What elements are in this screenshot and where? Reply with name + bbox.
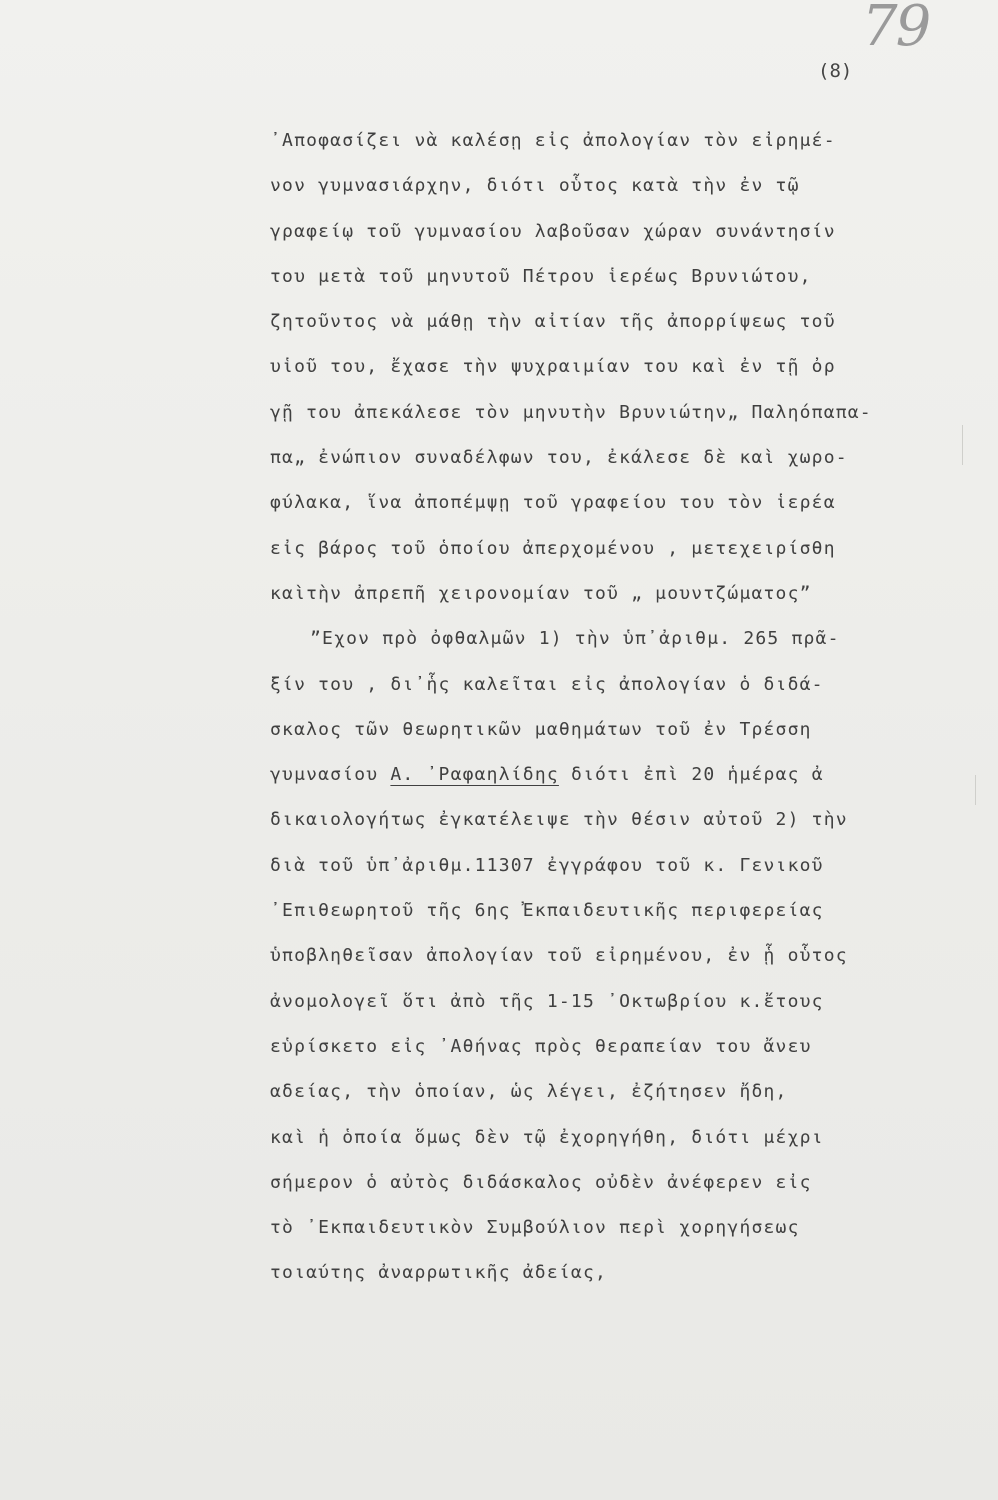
text-line: καὶτὴν ἀπρεπῆ χειρονομίαν τοῦ „ μουντζώματος” — [270, 582, 812, 604]
text-line: ”Εχον πρὸ ὀφθαλμῶν 1) τὴν ὑπ᾽ἀριθμ. 265 πρᾶ- — [310, 628, 840, 650]
text-line: σκαλος τῶν θεωρητικῶν μαθημάτων τοῦ ἐν Τρέσση — [270, 718, 812, 740]
text-line: ᾽Επιθεωρητοῦ τῆς 6ης Ἐκπαιδευτικῆς περιφερείας — [270, 900, 824, 922]
text-line: ξίν του , δι᾽ἧς καλεῖται εἰς ἀπολογίαν ὁ διδά- — [270, 673, 824, 695]
text-line-with-name — [270, 752, 970, 797]
text-line: φύλακα, ἵνα ἀποπέμψῃ τοῦ γραφείου του τὸν ἱερέα — [270, 492, 836, 514]
text-line: ᾽Αποφασίζει νὰ καλέσῃ εἰς ἀπολογίαν τὸν εἰρημέ- — [270, 130, 836, 151]
text-line: γραφείῳ τοῦ γυμνασίου λαβοῦσαν χώραν συνάντησίν — [270, 220, 836, 242]
text-line: γῇ του ἀπεκάλεσε τὸν μηνυτὴν Βρυνιώτην„ Παληόπαπα- — [270, 401, 872, 423]
handwritten-folio-number: 79 — [862, 0, 930, 59]
text-line: διὰ τοῦ ὑπ᾽ἀριθμ.11307 ἐγγράφου τοῦ κ. Γενικοῦ — [270, 854, 824, 876]
text-fragment: διότι ἐπὶ 20 ἡμέρας ἀ — [570, 764, 824, 786]
text-line: ζητοῦντος νὰ μάθῃ τὴν αἰτίαν τῆς ἀπορρίψεως τοῦ — [270, 311, 836, 333]
page-number: (8) — [818, 60, 853, 82]
text-line: εὑρίσκετο εἰς ᾽Αθήνας πρὸς θεραπείαν του ἄνευ — [270, 1035, 812, 1057]
text-line: δικαιολογήτως ἐγκατέλειψε τὴν θέσιν αὐτοῦ 2) τὴν — [270, 809, 848, 831]
text-fragment: γυμνασίου — [270, 764, 379, 786]
text-line: ὑποβληθεῖσαν ἀπολογίαν τοῦ εἰρημένου, ἐν ᾗ οὗτος — [270, 945, 848, 967]
underlined-teacher-name: Α. ᾽Ραφαηλίδης — [390, 764, 559, 786]
text-line: εἰς βάρος τοῦ ὁποίου ἀπερχομένου , μετεχειρίσθη — [270, 537, 836, 559]
text-line: του μετὰ τοῦ μηνυτοῦ Πέτρου ἱερέως Βρυνιώτου, — [270, 265, 812, 287]
text-line: καὶ ἡ ὁποία ὅμως δὲν τῷ ἐχορηγήθη, διότι μέχρι — [270, 1126, 824, 1148]
text-line: αδείας, τὴν ὁποίαν, ὡς λέγει, ἐζήτησεν ἤδη, — [270, 1081, 788, 1103]
text-line: τὸ ᾽Εκπαιδευτικὸν Συμβούλιον περὶ χορηγήσεως — [270, 1217, 800, 1239]
margin-scratch-mark — [975, 775, 976, 805]
text-line: νον γυμνασιάρχην, διότι οὗτος κατὰ τὴν ἐν τῷ — [270, 175, 800, 197]
text-line: ἀνομολογεῖ ὅτι ἀπὸ τῆς 1-15 ᾽Οκτωβρίου κ.ἔτους — [270, 990, 824, 1012]
text-line: υἱοῦ του, ἔχασε τὴν ψυχραιμίαν του καὶ ἐν τῇ ὀρ — [270, 356, 836, 378]
text-line: πα„ ἐνώπιον συναδέλφων του, ἐκάλεσε δὲ καὶ χωρο- — [270, 447, 848, 469]
typed-body-text — [270, 118, 970, 1296]
text-line: τοιαύτης ἀναρρωτικῆς ἀδείας, — [270, 1262, 608, 1284]
text-line: σήμερον ὁ αὐτὸς διδάσκαλος οὐδὲν ἀνέφερεν εἰς — [270, 1171, 812, 1193]
